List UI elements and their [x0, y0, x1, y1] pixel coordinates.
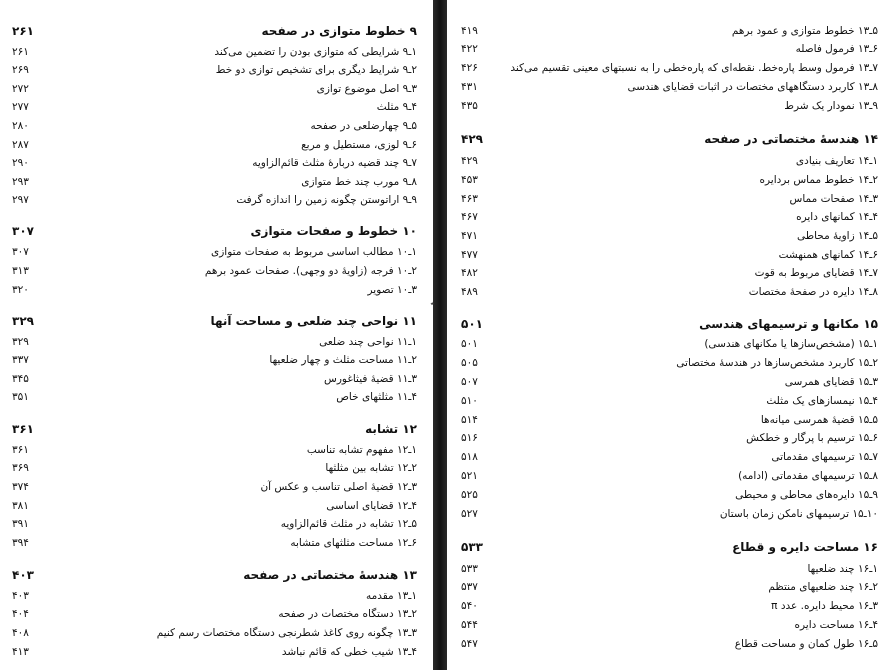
- toc-section-row: [447, 283, 883, 301]
- page-number: ۳۴۵: [12, 373, 29, 385]
- toc-section-row: [447, 40, 883, 58]
- toc-section-row: [447, 560, 883, 578]
- section-title: ۳ـ۱۳ چگونه روی کاغذ شطرنجی دستگاه مختصات رسم کنیم: [156, 627, 417, 639]
- page-number: ۲۹۷: [12, 194, 29, 206]
- page-number: ۳۶۱: [12, 422, 34, 436]
- chapter-title: ۱۶ مساحت دایره و قطاع: [732, 540, 878, 554]
- page-number: ۳۰۷: [12, 224, 34, 238]
- section-title: ۲ـ۱۴ خطوط مماس بردایره: [759, 174, 878, 186]
- page-number: ۴۲۹: [461, 132, 483, 146]
- section-title: ۳ـ۱۱ قضیهٔ فیثاغورس: [324, 373, 417, 385]
- page-number: ۲۹۳: [12, 176, 29, 188]
- section-title: ۵ـ۱۴ زاویهٔ محاطی: [797, 230, 878, 242]
- toc-section-row: [447, 429, 883, 447]
- toc-section-row: [0, 388, 433, 406]
- page-number: ۴۳۱: [461, 81, 478, 93]
- toc-section-row: [447, 97, 883, 115]
- toc-section-row: [447, 411, 883, 429]
- toc-chapter-row: [0, 22, 433, 40]
- page-number: ۴۲۲: [461, 43, 478, 55]
- section-title: ۵ـ۱۲ تشابه در مثلث قائم‌الزاویه: [280, 518, 417, 530]
- section-title: ۹ـ۱۳ نمودار یک شرط: [784, 100, 878, 112]
- page-number: ۳۶۱: [12, 444, 29, 456]
- toc-section-row: [0, 243, 433, 261]
- page-number: ۵۴۴: [461, 619, 478, 631]
- page-number: ۲۷۷: [12, 101, 29, 113]
- section-title: ۶ـ۱۵ ترسیم با پرگار و خطکش: [746, 432, 878, 444]
- toc-section-row: [0, 117, 433, 135]
- page-number: ۴۶۳: [461, 193, 478, 205]
- chapter-title: ۱۲ تشابه: [365, 422, 417, 436]
- page-number: ۵۰۱: [461, 317, 483, 331]
- toc-section-row: [0, 370, 433, 388]
- section-title: ۲ـ۱۶ چند ضلعیهای منتظم: [768, 581, 878, 593]
- toc-section-row: [0, 587, 433, 605]
- page-number: ۴۳۵: [461, 100, 478, 112]
- page-number: ۵۳۳: [461, 540, 483, 554]
- page-number: ۵۴۷: [461, 638, 478, 650]
- page-number: ۳۲۰: [12, 284, 29, 296]
- section-title: ۱ـ۱۴ تعاریف بنیادی: [795, 155, 878, 167]
- page-number: ۴۲۹: [461, 155, 478, 167]
- page-number: ۳۰۷: [12, 246, 29, 258]
- page-number: ۲۷۲: [12, 83, 29, 95]
- chapter-title: ۱۰ خطوط و صفحات متوازی: [250, 224, 417, 238]
- toc-chapter-row: [0, 566, 433, 584]
- toc-section-row: [447, 635, 883, 653]
- section-title: ۶ـ۱۴ کمانهای همنهشت: [778, 249, 878, 261]
- section-title: ۱ـ۱۵ (مشخص‌سازها یا مکانهای هندسی): [704, 338, 878, 350]
- toc-section-row: [447, 486, 883, 504]
- page-number: ۳۵۱: [12, 391, 29, 403]
- page-number: ۵۱۰: [461, 395, 478, 407]
- section-title: ۱ـ۹ شرایطی که متوازی بودن را تضمین می‌کند: [214, 46, 417, 58]
- toc-section-row: [0, 333, 433, 351]
- section-title: ۱ـ۱۳ مقدمه: [365, 590, 417, 602]
- toc-section-row: [0, 43, 433, 61]
- toc-chapter-row: [447, 315, 883, 333]
- toc-section-row: [447, 448, 883, 466]
- section-title: ۴ـ۹ مثلث: [376, 101, 417, 113]
- left-page: [0, 0, 433, 670]
- section-title: ۴ـ۱۵ نیمسازهای یک مثلث: [766, 395, 878, 407]
- section-title: ۵ـ۹ چهارضلعی در صفحه: [310, 120, 417, 132]
- page-number: ۴۸۲: [461, 267, 478, 279]
- page-number: ۴۷۷: [461, 249, 478, 261]
- toc-section-row: [0, 80, 433, 98]
- toc-section-row: [0, 478, 433, 496]
- toc-section-row: [0, 605, 433, 623]
- page-number: ۴۸۹: [461, 286, 478, 298]
- page-number: ۴۰۴: [12, 608, 29, 620]
- section-title: ۸ـ۱۳ کاربرد دستگاههای مختصات در اثبات قضایای هندسی: [627, 81, 878, 93]
- toc-chapter-row: [0, 312, 433, 330]
- toc-section-row: [447, 264, 883, 282]
- page-number: ۴۶۷: [461, 211, 478, 223]
- section-title: ۱۰ـ۱۵ ترسیمهای نامکن زمان باستان: [719, 508, 878, 520]
- section-title: ۲ـ۱۳ دستگاه مختصات در صفحه: [278, 608, 417, 620]
- section-title: ۳ـ۱۰ تصویر: [367, 284, 417, 296]
- section-title: ۵ـ۱۳ خطوط متوازی و عمود برهم: [731, 25, 878, 37]
- toc-section-row: [447, 373, 883, 391]
- page-number: ۴۰۸: [12, 627, 29, 639]
- section-title: ۵ـ۱۵ قضیهٔ همرسی میانه‌ها: [760, 414, 878, 426]
- section-title: ۴ـ۱۴ کمانهای دایره: [796, 211, 878, 223]
- section-title: ۷ـ۱۴ قضایای مربوط به قوت: [754, 267, 878, 279]
- section-title: ۱ـ۱۶ چند ضلعیها: [807, 563, 878, 575]
- page-number: ۵۳۷: [461, 581, 478, 593]
- section-title: ۴ـ۱۱ مثلثهای خاص: [336, 391, 417, 403]
- page-number: ۵۴۰: [461, 600, 478, 612]
- toc-section-row: [447, 227, 883, 245]
- page-number: ۵۰۷: [461, 376, 478, 388]
- section-title: ۳ـ۱۵ قضایای همرسی: [784, 376, 878, 388]
- page-number: ۳۲۹: [12, 314, 34, 328]
- section-title: ۳ـ۹ اصل موضوع توازی: [316, 83, 417, 95]
- section-title: ۲ـ۱۰ فرجه (زاویهٔ دو وجهی). صفحات عمود برهم: [204, 265, 417, 277]
- section-title: ۷ـ۹ چند قضیه دربارهٔ مثلث قائم‌الزاویه: [252, 157, 417, 169]
- section-title: ۸ـ۹ مورب چند خط متوازی: [301, 176, 417, 188]
- toc-section-row: [447, 152, 883, 170]
- toc-section-row: [0, 624, 433, 642]
- section-title: ۳ـ۱۶ محیط دایره. عدد π: [771, 600, 878, 612]
- section-title: ۷ـ۱۵ ترسیمهای مقدماتی: [771, 451, 878, 463]
- section-title: ۳ـ۱۲ قضیهٔ اصلی تناسب و عکس آن: [260, 481, 417, 493]
- page-number: ۳۹۱: [12, 518, 29, 530]
- toc-section-row: [447, 171, 883, 189]
- page-number: ۴۵۳: [461, 174, 478, 186]
- toc-section-row: [447, 246, 883, 264]
- page-number: ۵۰۵: [461, 357, 478, 369]
- toc-section-row: [447, 616, 883, 634]
- chapter-title: ۱۳ هندسهٔ مختصاتی در صفحه: [243, 568, 417, 582]
- toc-chapter-row: [0, 420, 433, 438]
- section-title: ۲ـ۱۲ تشابه بین مثلثها: [325, 462, 417, 474]
- section-title: ۲ـ۱۵ کاربرد مشخص‌سازها در هندسهٔ مختصاتی: [676, 357, 878, 369]
- page-number: ۳۲۹: [12, 336, 29, 348]
- section-title: ۱ـ۱۱ نواحی چند ضلعی: [319, 336, 417, 348]
- chapter-title: ۱۵ مکانها و ترسیمهای هندسی: [699, 317, 878, 331]
- section-title: ۸ـ۱۵ ترسیمهای مقدماتی (ادامه): [738, 470, 878, 482]
- toc-section-row: [447, 392, 883, 410]
- page-number: ۵۳۳: [461, 563, 478, 575]
- section-title: ۸ـ۱۴ دایره در صفحهٔ مختصات: [748, 286, 878, 298]
- page-number: ۵۱۴: [461, 414, 478, 426]
- toc-section-row: [0, 154, 433, 172]
- section-title: ۶ـ۱۲ مساحت مثلثهای متشابه: [290, 537, 417, 549]
- toc-section-row: [0, 441, 433, 459]
- toc-section-row: [447, 354, 883, 372]
- section-title: ۲ـ۹ شرایط دیگری برای تشخیص توازی دو خط: [215, 64, 417, 76]
- section-title: ۴ـ۱۳ شیب خطی که قائم نباشد: [281, 646, 417, 658]
- page-number: ۲۶۹: [12, 64, 29, 76]
- toc-section-row: [0, 281, 433, 299]
- section-title: ۴ـ۱۲ قضایای اساسی: [326, 500, 417, 512]
- page-number: ۴۲۶: [461, 62, 478, 74]
- page-number: ۴۱۳: [12, 646, 29, 658]
- toc-section-row: [447, 190, 883, 208]
- toc-section-row: [0, 136, 433, 154]
- toc-section-row: [447, 22, 883, 40]
- section-title: ۹ـ۹ اراتوستن چگونه زمین را اندازه گرفت: [236, 194, 417, 206]
- toc-section-row: [447, 578, 883, 596]
- page-number: ۵۲۷: [461, 508, 478, 520]
- toc-section-row: [447, 335, 883, 353]
- page-number: ۲۶۱: [12, 46, 29, 58]
- toc-section-row: [0, 262, 433, 280]
- toc-section-row: [447, 505, 883, 523]
- toc-section-row: [0, 98, 433, 116]
- section-title: ۶ـ۹ لوزی، مستطیل و مربع: [301, 139, 417, 151]
- section-title: ۱ـ۱۰ مطالب اساسی مربوط به صفحات متوازی: [211, 246, 417, 258]
- toc-section-row: [0, 497, 433, 515]
- page-number: ۳۱۳: [12, 265, 29, 277]
- toc-section-row: [447, 59, 883, 77]
- page-number: ۳۳۷: [12, 354, 29, 366]
- page-number: ۴۱۹: [461, 25, 478, 37]
- toc-section-row: [0, 173, 433, 191]
- chapter-title: ۱۴ هندسهٔ مختصاتی در صفحه: [704, 132, 878, 146]
- page-number: ۲۸۰: [12, 120, 29, 132]
- toc-section-row: [447, 597, 883, 615]
- toc-section-row: [0, 61, 433, 79]
- page-number: ۵۱۶: [461, 432, 478, 444]
- section-title: ۷ـ۱۳ فرمول وسط پاره‌خط. نقطه‌ای که پاره‌خطی را به نسبتهای معینی تقسیم می‌کند: [510, 62, 878, 74]
- book-spine: [433, 0, 447, 670]
- stray-mark: ٭: [430, 299, 435, 308]
- right-page: [447, 0, 883, 670]
- toc-section-row: [0, 515, 433, 533]
- page-number: ۴۰۳: [12, 590, 29, 602]
- page-number: ۲۹۰: [12, 157, 29, 169]
- toc-chapter-row: [0, 222, 433, 240]
- page-number: ۵۰۱: [461, 338, 478, 350]
- section-title: ۴ـ۱۶ مساحت دایره: [794, 619, 878, 631]
- toc-section-row: [447, 78, 883, 96]
- page-number: ۳۶۹: [12, 462, 29, 474]
- chapter-title: ۹ خطوط متوازی در صفحه: [261, 24, 417, 38]
- page-number: ۲۶۱: [12, 24, 34, 38]
- toc-section-row: [0, 534, 433, 552]
- page-number: ۵۱۸: [461, 451, 478, 463]
- page-number: ۵۲۵: [461, 489, 478, 501]
- toc-chapter-row: [447, 130, 883, 148]
- toc-section-row: [447, 467, 883, 485]
- section-title: ۳ـ۱۴ صفحات مماس: [789, 193, 878, 205]
- section-title: ۶ـ۱۳ فرمول فاصله: [795, 43, 878, 55]
- section-title: ۱ـ۱۲ مفهوم تشابه تناسب: [306, 444, 417, 456]
- page-number: ۴۷۱: [461, 230, 478, 242]
- toc-section-row: [0, 643, 433, 661]
- toc-section-row: [0, 191, 433, 209]
- page-number: ۴۰۳: [12, 568, 34, 582]
- page-number: ۳۸۱: [12, 500, 29, 512]
- section-title: ۵ـ۱۶ طول کمان و مساحت قطاع: [734, 638, 878, 650]
- page-number: ۳۷۴: [12, 481, 29, 493]
- page-number: ۵۲۱: [461, 470, 478, 482]
- toc-chapter-row: [447, 538, 883, 556]
- page-number: ۲۸۷: [12, 139, 29, 151]
- section-title: ۹ـ۱۵ دایره‌های محاطی و محیطی: [735, 489, 878, 501]
- chapter-title: ۱۱ نواحی چند ضلعی و مساحت آنها: [210, 314, 417, 328]
- toc-section-row: [0, 351, 433, 369]
- page-number: ۳۹۴: [12, 537, 29, 549]
- toc-section-row: [447, 208, 883, 226]
- toc-section-row: [0, 459, 433, 477]
- section-title: ۲ـ۱۱ مساحت مثلث و چهار ضلعیها: [269, 354, 417, 366]
